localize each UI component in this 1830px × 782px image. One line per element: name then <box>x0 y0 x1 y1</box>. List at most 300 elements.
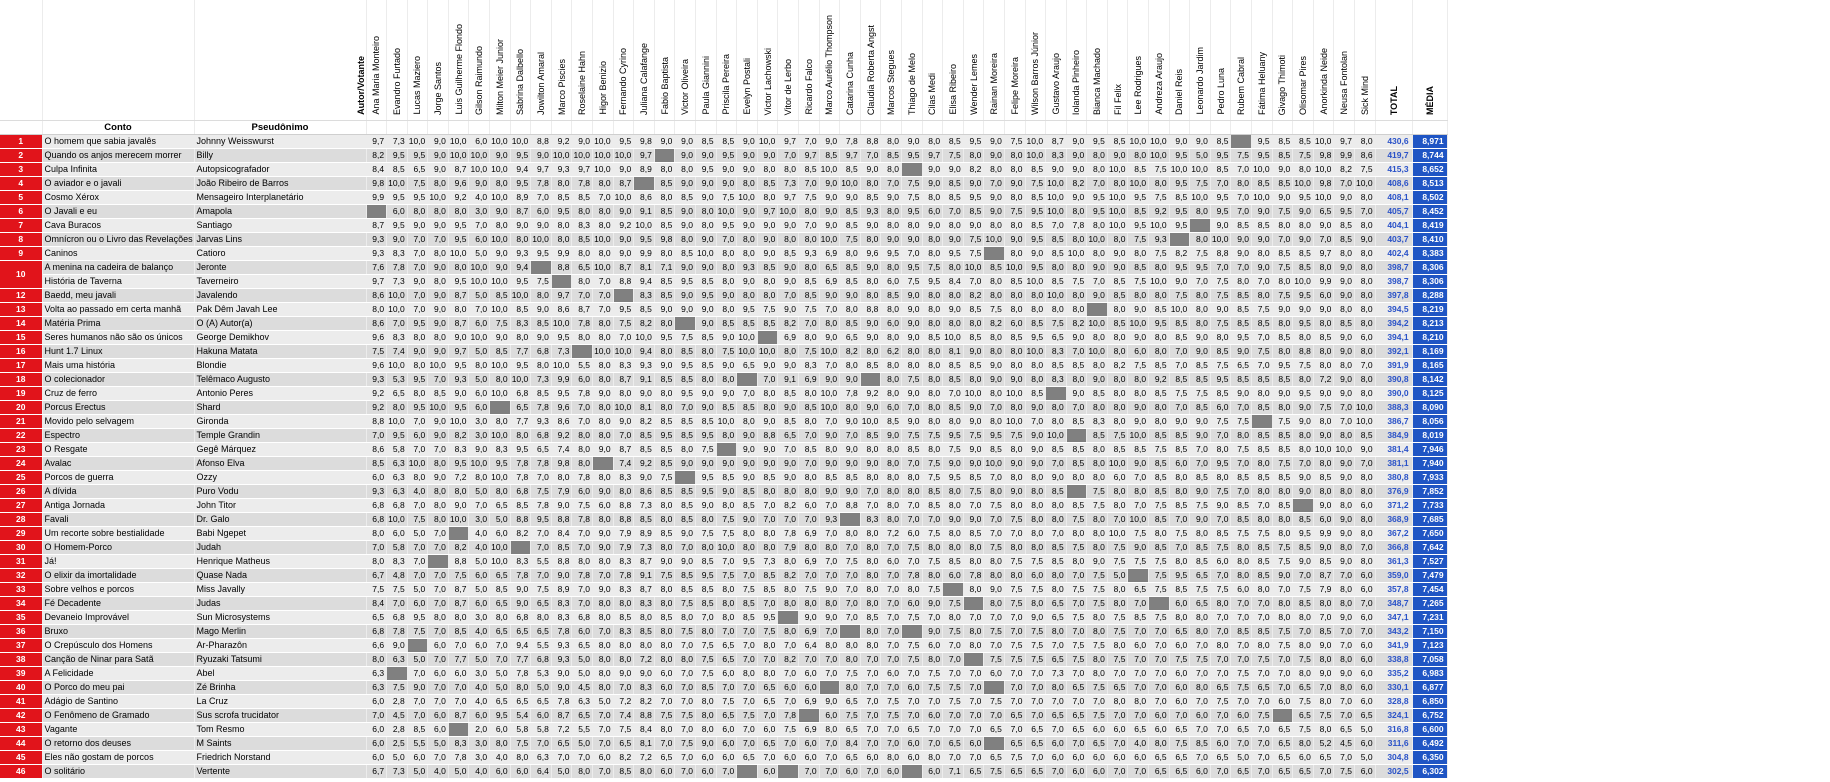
score-cell[interactable]: 8,0 <box>634 639 655 653</box>
score-cell[interactable]: 8,0 <box>1210 443 1231 457</box>
score-cell[interactable]: 8,8 <box>448 555 469 569</box>
score-cell[interactable]: 8,0 <box>1004 289 1025 303</box>
voter-header-cell[interactable] <box>613 0 634 121</box>
score-cell[interactable]: 6,8 <box>572 611 593 625</box>
score-cell[interactable]: 6,0 <box>1355 765 1376 779</box>
score-cell[interactable]: 7,0 <box>1252 359 1273 373</box>
score-cell[interactable]: 9,5 <box>1087 205 1108 219</box>
score-cell[interactable]: 7,0 <box>1066 667 1087 681</box>
score-cell[interactable]: 8,0 <box>881 303 902 317</box>
score-cell[interactable]: 9,0 <box>1231 387 1252 401</box>
score-cell[interactable]: 7,0 <box>1169 709 1190 723</box>
score-cell[interactable]: 8,0 <box>1004 303 1025 317</box>
score-cell[interactable]: 8,0 <box>922 247 943 261</box>
score-cell[interactable]: 6,0 <box>1128 751 1149 765</box>
score-cell[interactable]: 7,5 <box>1066 639 1087 653</box>
score-cell[interactable]: 7,5 <box>943 443 964 457</box>
score-cell[interactable]: 7,3 <box>387 275 408 289</box>
score-cell[interactable]: 8,0 <box>1046 303 1067 317</box>
score-cell[interactable]: 9,0 <box>778 219 799 233</box>
score-cell[interactable]: 6,5 <box>1293 709 1314 723</box>
score-cell[interactable]: 8,0 <box>654 345 675 359</box>
score-cell[interactable]: 6,0 <box>1046 737 1067 751</box>
score-cell[interactable]: 7,5 <box>1087 597 1108 611</box>
score-cell[interactable]: 9,0 <box>1334 261 1355 275</box>
score-cell[interactable]: 6,0 <box>1169 597 1190 611</box>
score-cell[interactable]: 7,5 <box>696 639 717 653</box>
score-cell[interactable]: 7,5 <box>1293 583 1314 597</box>
score-cell[interactable]: 10,0 <box>1190 163 1211 177</box>
score-cell[interactable]: 7,8 <box>448 751 469 765</box>
score-cell[interactable]: 8,0 <box>1190 681 1211 695</box>
score-cell[interactable]: 8,5 <box>1210 163 1231 177</box>
score-cell[interactable]: 9,0 <box>1025 611 1046 625</box>
total-cell[interactable]: 304,8 <box>1375 751 1412 765</box>
score-cell[interactable]: 8,5 <box>634 443 655 457</box>
score-cell[interactable]: 8,0 <box>1087 443 1108 457</box>
score-cell[interactable]: 9,0 <box>1107 247 1128 261</box>
pseudonym-cell[interactable]: Quase Nada <box>194 569 366 583</box>
score-cell[interactable]: 7,5 <box>1066 541 1087 555</box>
media-cell[interactable]: 7,650 <box>1412 527 1447 541</box>
score-cell[interactable]: 7,0 <box>881 653 902 667</box>
score-cell[interactable]: 8,5 <box>1272 373 1293 387</box>
score-cell[interactable]: 6,0 <box>901 527 922 541</box>
score-cell[interactable]: 9,5 <box>963 191 984 205</box>
score-cell[interactable]: 8,0 <box>984 569 1005 583</box>
score-cell[interactable]: 8,0 <box>922 359 943 373</box>
score-cell[interactable]: 9,0 <box>922 219 943 233</box>
score-cell[interactable]: 7,0 <box>675 681 696 695</box>
story-title-cell[interactable]: Bruxo <box>42 625 194 639</box>
score-cell[interactable]: 6,0 <box>1313 289 1334 303</box>
score-cell[interactable]: 8,5 <box>1169 331 1190 345</box>
story-title-cell[interactable]: Eles não gostam de porcos <box>42 751 194 765</box>
score-cell[interactable]: 7,0 <box>1149 667 1170 681</box>
score-cell[interactable]: 9,8 <box>654 233 675 247</box>
score-cell[interactable]: 7,5 <box>1149 163 1170 177</box>
score-cell[interactable]: 9,5 <box>1149 317 1170 331</box>
score-cell[interactable]: 9,0 <box>819 331 840 345</box>
score-cell[interactable]: 7,5 <box>696 653 717 667</box>
score-cell[interactable]: 7,5 <box>1293 149 1314 163</box>
score-cell[interactable]: 7,5 <box>1210 541 1231 555</box>
score-cell[interactable]: 8,0 <box>860 233 881 247</box>
score-cell[interactable]: 8,0 <box>860 555 881 569</box>
score-cell[interactable]: 6,0 <box>943 569 964 583</box>
score-cell[interactable]: 7,5 <box>675 331 696 345</box>
pseudonym-cell[interactable]: John Titor <box>194 499 366 513</box>
blank-score-cell[interactable] <box>407 639 428 653</box>
score-cell[interactable]: 7,5 <box>1210 317 1231 331</box>
score-cell[interactable]: 8,0 <box>1355 317 1376 331</box>
score-cell[interactable]: 9,0 <box>901 289 922 303</box>
score-cell[interactable]: 7,8 <box>613 569 634 583</box>
score-cell[interactable]: 6,5 <box>1169 751 1190 765</box>
score-cell[interactable]: 4,8 <box>387 569 408 583</box>
score-cell[interactable]: 8,0 <box>922 317 943 331</box>
score-cell[interactable]: 8,5 <box>737 597 758 611</box>
score-cell[interactable]: 10,0 <box>1128 177 1149 191</box>
score-cell[interactable]: 8,5 <box>448 625 469 639</box>
voter-header-cell[interactable] <box>881 0 902 121</box>
score-cell[interactable]: 9,0 <box>1355 443 1376 457</box>
total-cell[interactable]: 357,8 <box>1375 583 1412 597</box>
score-cell[interactable]: 8,0 <box>860 177 881 191</box>
score-cell[interactable]: 9,0 <box>490 205 511 219</box>
score-cell[interactable]: 9,5 <box>1169 177 1190 191</box>
score-cell[interactable]: 9,5 <box>1272 359 1293 373</box>
score-cell[interactable]: 10,0 <box>634 331 655 345</box>
score-cell[interactable]: 9,5 <box>716 149 737 163</box>
score-cell[interactable]: 7,0 <box>1046 765 1067 779</box>
score-cell[interactable]: 8,5 <box>1128 443 1149 457</box>
score-cell[interactable]: 7,0 <box>984 639 1005 653</box>
score-cell[interactable]: 8,0 <box>860 597 881 611</box>
score-cell[interactable]: 8,5 <box>943 177 964 191</box>
score-cell[interactable]: 7,0 <box>407 569 428 583</box>
score-cell[interactable]: 8,5 <box>1313 555 1334 569</box>
score-cell[interactable]: 9,0 <box>881 191 902 205</box>
score-cell[interactable]: 9,0 <box>387 639 408 653</box>
score-cell[interactable]: 7,0 <box>1128 499 1149 513</box>
score-cell[interactable]: 9,5 <box>448 219 469 233</box>
score-cell[interactable]: 8,0 <box>1355 373 1376 387</box>
score-cell[interactable]: 7,0 <box>901 499 922 513</box>
score-cell[interactable]: 9,5 <box>963 135 984 149</box>
score-cell[interactable]: 8,0 <box>1272 317 1293 331</box>
score-cell[interactable]: 7,5 <box>984 765 1005 779</box>
score-cell[interactable]: 7,5 <box>1252 653 1273 667</box>
score-cell[interactable]: 7,0 <box>881 569 902 583</box>
score-cell[interactable]: 8,0 <box>1107 303 1128 317</box>
score-cell[interactable]: 9,0 <box>778 359 799 373</box>
score-cell[interactable]: 9,5 <box>757 611 778 625</box>
score-cell[interactable]: 7,5 <box>1107 555 1128 569</box>
score-cell[interactable]: 8,5 <box>1355 429 1376 443</box>
score-cell[interactable]: 8,5 <box>819 471 840 485</box>
blank-score-cell[interactable] <box>448 527 469 541</box>
score-cell[interactable]: 7,5 <box>1004 429 1025 443</box>
score-cell[interactable]: 7,8 <box>387 625 408 639</box>
score-cell[interactable]: 7,8 <box>531 177 552 191</box>
table-row[interactable] <box>0 177 1447 191</box>
score-cell[interactable]: 7,5 <box>757 625 778 639</box>
score-cell[interactable]: 7,0 <box>881 625 902 639</box>
score-cell[interactable]: 8,0 <box>1149 177 1170 191</box>
score-cell[interactable]: 9,5 <box>922 275 943 289</box>
media-cell[interactable]: 8,419 <box>1412 219 1447 233</box>
score-cell[interactable]: 7,0 <box>551 751 572 765</box>
score-cell[interactable]: 7,5 <box>922 667 943 681</box>
score-cell[interactable]: 9,2 <box>366 387 387 401</box>
score-cell[interactable]: 9,0 <box>737 457 758 471</box>
score-cell[interactable]: 8,0 <box>1046 583 1067 597</box>
score-cell[interactable]: 10,0 <box>984 233 1005 247</box>
media-cell[interactable]: 8,056 <box>1412 415 1447 429</box>
score-cell[interactable]: 7,2 <box>881 527 902 541</box>
score-cell[interactable]: 7,0 <box>1190 723 1211 737</box>
blank-score-cell[interactable] <box>901 163 922 177</box>
score-cell[interactable]: 7,5 <box>1231 415 1252 429</box>
score-cell[interactable]: 6,5 <box>531 625 552 639</box>
table-row[interactable] <box>0 303 1447 317</box>
score-cell[interactable]: 7,5 <box>1004 639 1025 653</box>
score-cell[interactable]: 5,8 <box>387 443 408 457</box>
score-cell[interactable]: 7,5 <box>1149 443 1170 457</box>
score-cell[interactable]: 7,5 <box>901 177 922 191</box>
score-cell[interactable]: 8,0 <box>1334 597 1355 611</box>
score-cell[interactable]: 6,0 <box>448 667 469 681</box>
score-cell[interactable]: 6,5 <box>531 597 552 611</box>
score-cell[interactable]: 8,0 <box>901 219 922 233</box>
score-cell[interactable]: 9,7 <box>448 345 469 359</box>
total-cell[interactable]: 381,4 <box>1375 443 1412 457</box>
score-cell[interactable]: 9,0 <box>963 415 984 429</box>
score-cell[interactable]: 8,0 <box>593 359 614 373</box>
score-cell[interactable]: 7,0 <box>819 569 840 583</box>
story-title-cell[interactable]: O retorno dos deuses <box>42 737 194 751</box>
score-cell[interactable]: 8,5 <box>1066 359 1087 373</box>
score-cell[interactable]: 6,0 <box>860 751 881 765</box>
score-cell[interactable]: 8,0 <box>901 345 922 359</box>
score-cell[interactable]: 7,5 <box>1107 429 1128 443</box>
score-cell[interactable]: 5,0 <box>551 765 572 779</box>
score-cell[interactable]: 2,8 <box>387 723 408 737</box>
score-cell[interactable]: 7,0 <box>1210 625 1231 639</box>
score-cell[interactable]: 8,0 <box>675 443 696 457</box>
score-cell[interactable]: 8,0 <box>716 611 737 625</box>
score-cell[interactable]: 7,5 <box>1313 709 1334 723</box>
score-cell[interactable]: 10,0 <box>819 163 840 177</box>
score-cell[interactable]: 9,5 <box>531 247 552 261</box>
score-cell[interactable]: 8,5 <box>654 289 675 303</box>
score-cell[interactable]: 6,5 <box>654 751 675 765</box>
score-cell[interactable]: 9,5 <box>654 429 675 443</box>
media-cell[interactable]: 8,410 <box>1412 233 1447 247</box>
score-cell[interactable]: 8,5 <box>654 219 675 233</box>
score-cell[interactable]: 6,5 <box>1149 765 1170 779</box>
score-cell[interactable]: 8,0 <box>922 401 943 415</box>
score-cell[interactable]: 9,3 <box>551 653 572 667</box>
score-cell[interactable]: 7,5 <box>407 625 428 639</box>
score-cell[interactable]: 6,0 <box>778 681 799 695</box>
score-cell[interactable]: 6,5 <box>531 443 552 457</box>
score-cell[interactable]: 8,5 <box>943 373 964 387</box>
score-cell[interactable]: 8,2 <box>634 695 655 709</box>
score-cell[interactable]: 8,3 <box>387 555 408 569</box>
score-cell[interactable]: 8,0 <box>1066 289 1087 303</box>
score-cell[interactable]: 8,0 <box>696 541 717 555</box>
story-title-cell[interactable]: A dívida <box>42 485 194 499</box>
score-cell[interactable]: 8,0 <box>1231 541 1252 555</box>
score-cell[interactable]: 9,0 <box>1313 387 1334 401</box>
score-cell[interactable]: 8,5 <box>1190 471 1211 485</box>
score-cell[interactable]: 9,0 <box>551 681 572 695</box>
score-cell[interactable]: 6,5 <box>1046 331 1067 345</box>
score-cell[interactable]: 8,0 <box>696 695 717 709</box>
score-cell[interactable]: 8,0 <box>716 499 737 513</box>
score-cell[interactable]: 7,0 <box>860 737 881 751</box>
score-cell[interactable]: 6,5 <box>984 751 1005 765</box>
score-cell[interactable]: 6,0 <box>901 737 922 751</box>
story-title-cell[interactable]: Devaneio Improvável <box>42 611 194 625</box>
score-cell[interactable]: 8,0 <box>654 317 675 331</box>
score-cell[interactable]: 8,5 <box>1272 499 1293 513</box>
score-cell[interactable]: 7,0 <box>819 737 840 751</box>
score-cell[interactable]: 9,7 <box>551 289 572 303</box>
score-cell[interactable]: 5,2 <box>1313 737 1334 751</box>
score-cell[interactable]: 6,5 <box>407 163 428 177</box>
score-cell[interactable]: 8,0 <box>593 513 614 527</box>
score-cell[interactable]: 8,6 <box>634 485 655 499</box>
score-cell[interactable]: 7,0 <box>881 541 902 555</box>
score-cell[interactable]: 8,0 <box>551 471 572 485</box>
score-cell[interactable]: 7,0 <box>366 429 387 443</box>
blank-score-cell[interactable] <box>675 471 696 485</box>
total-cell[interactable]: 302,5 <box>1375 765 1412 779</box>
score-cell[interactable]: 8,5 <box>757 471 778 485</box>
score-cell[interactable]: 7,5 <box>901 373 922 387</box>
pseudonym-cell[interactable]: Telêmaco Augusto <box>194 373 366 387</box>
score-cell[interactable]: 6,0 <box>1355 653 1376 667</box>
table-row[interactable] <box>0 317 1447 331</box>
score-cell[interactable]: 9,0 <box>737 513 758 527</box>
score-cell[interactable]: 7,5 <box>387 681 408 695</box>
total-cell[interactable]: 330,1 <box>1375 681 1412 695</box>
score-cell[interactable]: 8,0 <box>860 625 881 639</box>
score-cell[interactable]: 4,0 <box>469 765 490 779</box>
score-cell[interactable]: 7,0 <box>860 149 881 163</box>
total-header-cell[interactable] <box>1375 0 1412 121</box>
score-cell[interactable]: 6,3 <box>387 485 408 499</box>
score-cell[interactable]: 8,5 <box>963 359 984 373</box>
score-cell[interactable]: 8,8 <box>551 513 572 527</box>
score-cell[interactable]: 9,0 <box>901 317 922 331</box>
score-cell[interactable]: 9,0 <box>696 387 717 401</box>
score-cell[interactable]: 9,9 <box>1334 149 1355 163</box>
score-cell[interactable]: 7,0 <box>943 653 964 667</box>
score-cell[interactable]: 8,0 <box>840 639 861 653</box>
score-cell[interactable]: 9,5 <box>1293 317 1314 331</box>
score-cell[interactable]: 7,0 <box>1210 653 1231 667</box>
score-cell[interactable]: 8,5 <box>634 303 655 317</box>
score-cell[interactable]: 9,0 <box>531 219 552 233</box>
story-title-cell[interactable]: Favali <box>42 513 194 527</box>
score-cell[interactable]: 9,0 <box>1004 177 1025 191</box>
score-cell[interactable]: 5,0 <box>490 681 511 695</box>
score-cell[interactable]: 10,0 <box>1087 317 1108 331</box>
score-cell[interactable]: 7,0 <box>448 695 469 709</box>
score-cell[interactable]: 10,0 <box>387 513 408 527</box>
score-cell[interactable]: 8,0 <box>1107 345 1128 359</box>
score-cell[interactable]: 7,0 <box>469 303 490 317</box>
score-cell[interactable]: 7,5 <box>1231 667 1252 681</box>
score-cell[interactable]: 8,5 <box>675 499 696 513</box>
score-cell[interactable]: 9,0 <box>428 135 449 149</box>
score-cell[interactable]: 9,5 <box>696 569 717 583</box>
score-cell[interactable]: 9,0 <box>1128 303 1149 317</box>
score-cell[interactable]: 8,0 <box>675 653 696 667</box>
score-cell[interactable]: 10,0 <box>757 135 778 149</box>
score-cell[interactable]: 8,0 <box>613 485 634 499</box>
score-cell[interactable]: 8,5 <box>1190 737 1211 751</box>
score-cell[interactable]: 9,0 <box>737 219 758 233</box>
score-cell[interactable]: 9,2 <box>1149 205 1170 219</box>
score-cell[interactable]: 8,0 <box>1169 485 1190 499</box>
score-cell[interactable]: 7,0 <box>407 233 428 247</box>
score-cell[interactable]: 9,0 <box>1004 373 1025 387</box>
score-cell[interactable]: 5,0 <box>469 289 490 303</box>
score-cell[interactable]: 8,0 <box>593 667 614 681</box>
score-cell[interactable]: 7,5 <box>737 709 758 723</box>
score-cell[interactable]: 9,9 <box>634 247 655 261</box>
score-cell[interactable]: 7,5 <box>922 681 943 695</box>
score-cell[interactable]: 7,0 <box>593 737 614 751</box>
score-cell[interactable]: 7,0 <box>1025 415 1046 429</box>
score-cell[interactable]: 9,1 <box>634 373 655 387</box>
score-cell[interactable]: 7,0 <box>1231 695 1252 709</box>
score-cell[interactable]: 8,0 <box>407 471 428 485</box>
score-cell[interactable]: 8,0 <box>1025 597 1046 611</box>
score-cell[interactable]: 8,0 <box>1025 289 1046 303</box>
score-cell[interactable]: 8,0 <box>1169 471 1190 485</box>
total-cell[interactable]: 391,9 <box>1375 359 1412 373</box>
score-cell[interactable]: 7,0 <box>943 205 964 219</box>
score-cell[interactable]: 7,5 <box>1025 639 1046 653</box>
score-cell[interactable]: 10,0 <box>593 149 614 163</box>
score-cell[interactable]: 10,0 <box>469 275 490 289</box>
score-cell[interactable]: 8,0 <box>572 205 593 219</box>
score-cell[interactable]: 9,4 <box>634 275 655 289</box>
total-cell[interactable]: 361,3 <box>1375 555 1412 569</box>
score-cell[interactable]: 9,0 <box>1252 261 1273 275</box>
score-cell[interactable]: 7,0 <box>428 653 449 667</box>
score-cell[interactable]: 9,0 <box>963 513 984 527</box>
score-cell[interactable]: 8,0 <box>1272 485 1293 499</box>
total-cell[interactable]: 368,9 <box>1375 513 1412 527</box>
score-cell[interactable]: 9,5 <box>901 149 922 163</box>
score-cell[interactable]: 8,0 <box>1107 415 1128 429</box>
score-cell[interactable]: 10,0 <box>469 457 490 471</box>
story-title-cell[interactable]: Sobre velhos e porcos <box>42 583 194 597</box>
voter-header-cell[interactable] <box>1004 0 1025 121</box>
score-cell[interactable]: 7,8 <box>510 667 531 681</box>
score-cell[interactable]: 9,7 <box>778 135 799 149</box>
score-cell[interactable]: 10,0 <box>737 191 758 205</box>
score-cell[interactable]: 8,3 <box>634 289 655 303</box>
score-cell[interactable]: 9,5 <box>1128 191 1149 205</box>
score-cell[interactable]: 7,5 <box>1355 163 1376 177</box>
score-cell[interactable]: 6,5 <box>490 499 511 513</box>
score-cell[interactable]: 7,5 <box>654 709 675 723</box>
score-cell[interactable]: 6,5 <box>1210 681 1231 695</box>
score-cell[interactable]: 9,0 <box>428 163 449 177</box>
score-cell[interactable]: 8,0 <box>922 541 943 555</box>
score-cell[interactable]: 9,5 <box>407 317 428 331</box>
score-cell[interactable]: 10,0 <box>984 457 1005 471</box>
score-cell[interactable]: 8,3 <box>510 317 531 331</box>
score-cell[interactable]: 7,0 <box>819 499 840 513</box>
score-cell[interactable]: 9,5 <box>448 401 469 415</box>
score-cell[interactable]: 9,0 <box>675 457 696 471</box>
score-cell[interactable]: 9,0 <box>613 233 634 247</box>
score-cell[interactable]: 9,0 <box>1066 387 1087 401</box>
score-cell[interactable]: 10,0 <box>490 303 511 317</box>
score-cell[interactable]: 9,5 <box>1087 135 1108 149</box>
pseudonym-cell[interactable]: La Cruz <box>194 695 366 709</box>
score-cell[interactable]: 8,5 <box>1004 331 1025 345</box>
